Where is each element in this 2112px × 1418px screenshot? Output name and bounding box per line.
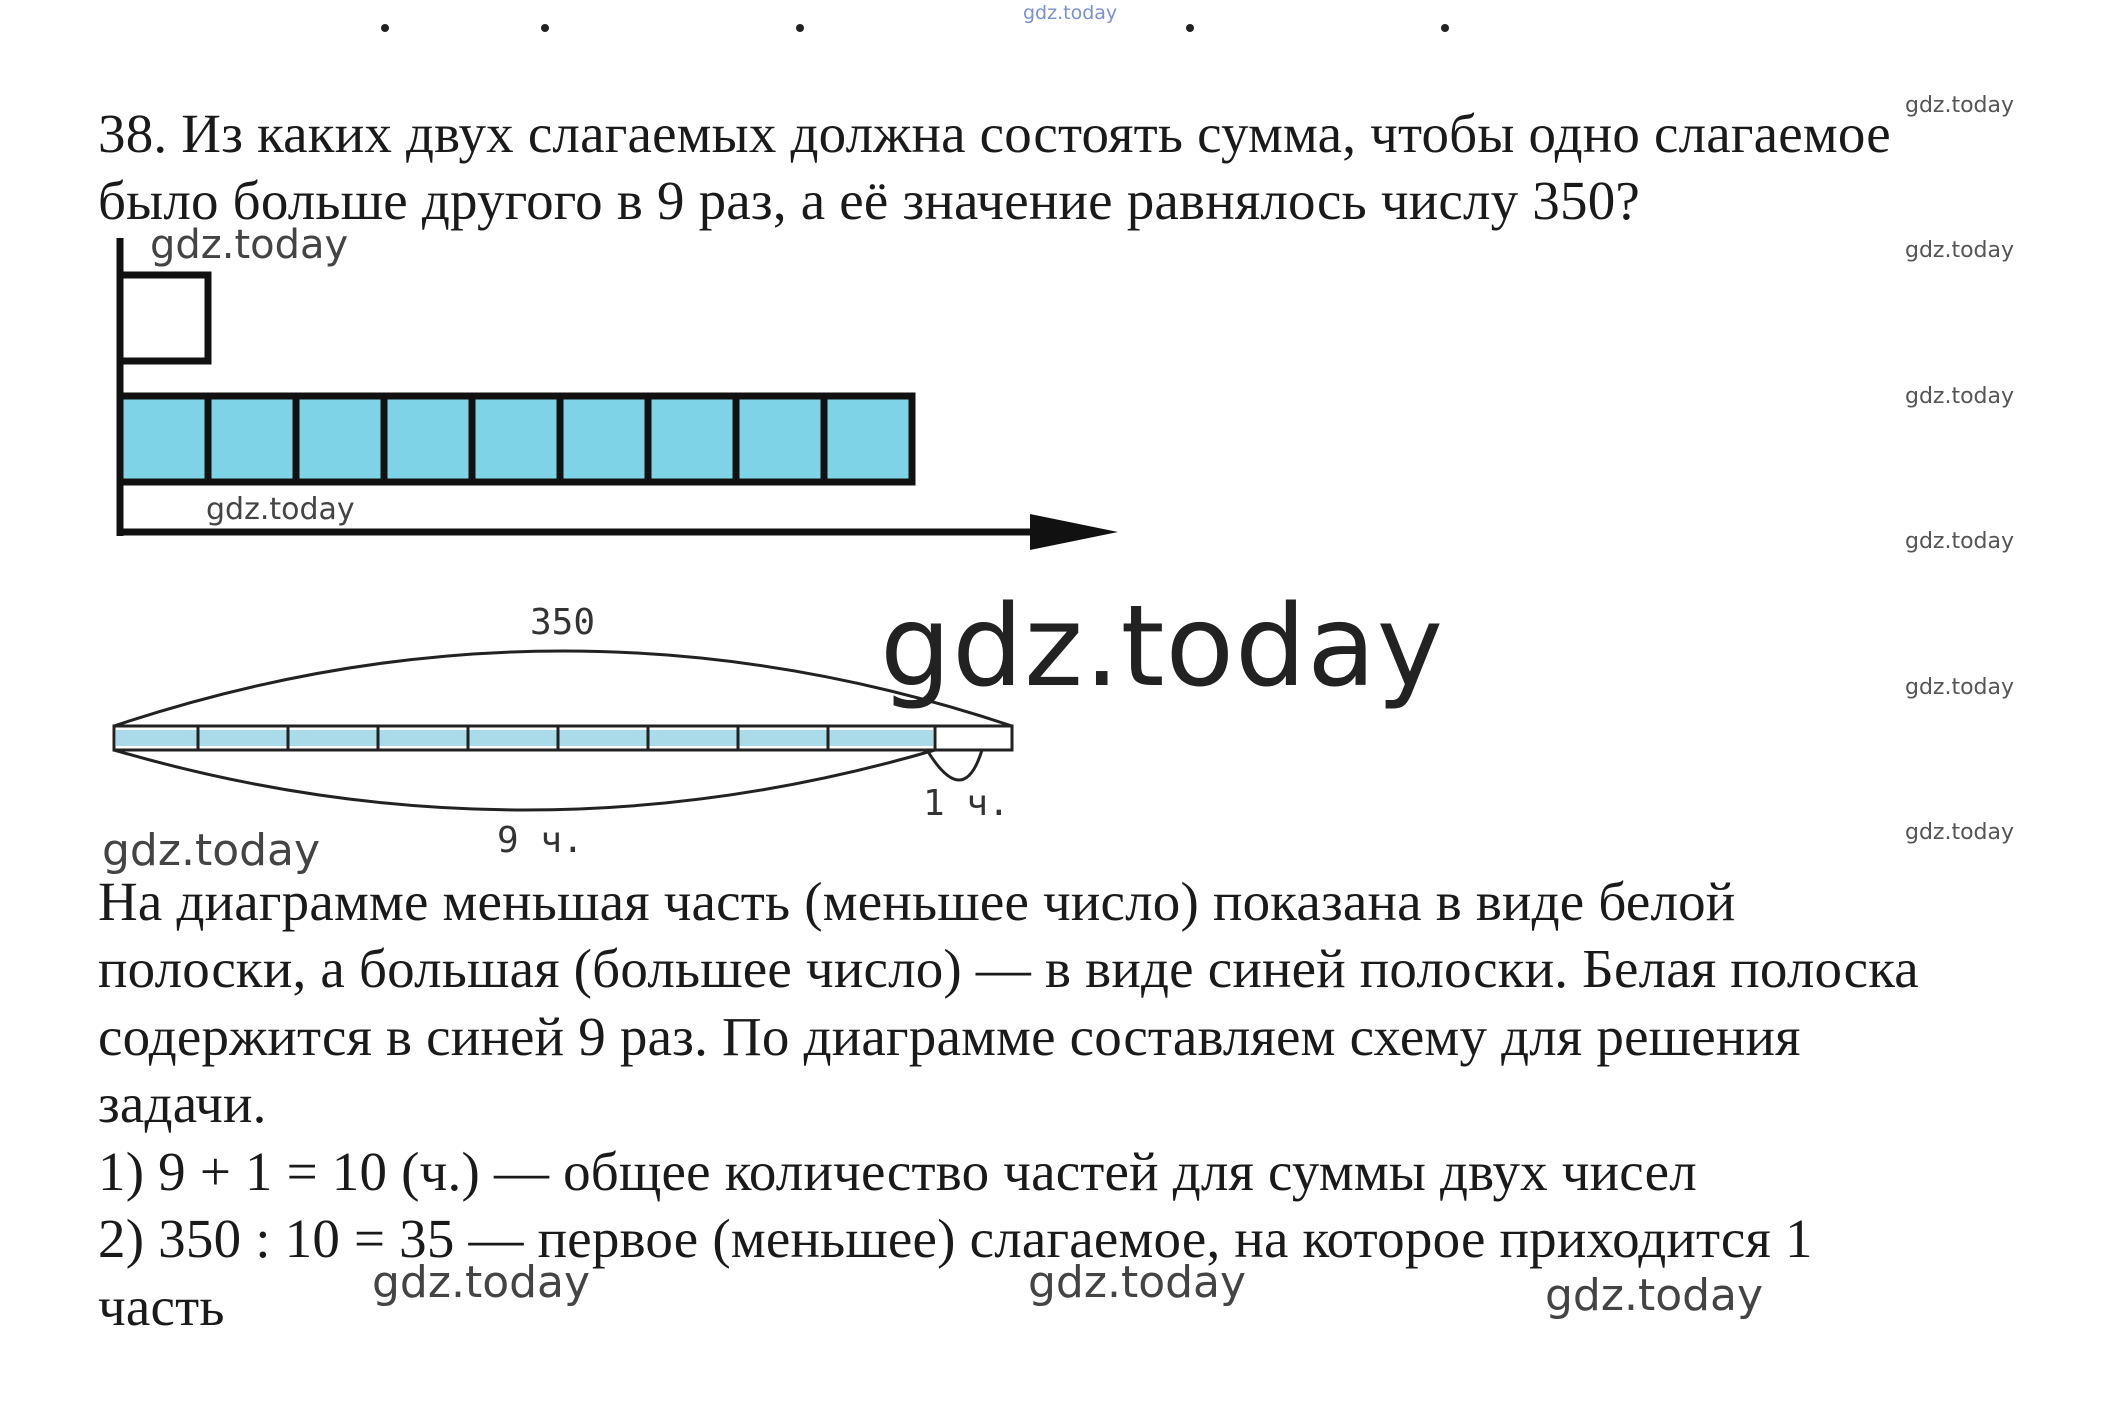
large-part-square [120, 396, 208, 482]
large-part-square [384, 396, 472, 482]
solution-step-1: 1) 9 + 1 = 10 (ч.) — общее количество частей для суммы двух чисел [98, 1141, 1697, 1202]
watermark: gdz.today [1545, 1270, 1764, 1321]
watermark: gdz.today [206, 492, 355, 527]
explanation-line-2: полоски, а большая (большее число) — в виде синей полоски. Белая полоска [98, 938, 1919, 999]
sum-bar [114, 726, 1012, 750]
watermark: gdz.today [1905, 529, 2015, 554]
watermark: gdz.today [1905, 820, 2015, 845]
problem-line-1: 38. Из каких двух слагаемых должна состоять сумма, чтобы одно слагаемое [98, 103, 1891, 164]
large-part-square [648, 396, 736, 482]
large-part-square [296, 396, 384, 482]
large-part-square [736, 396, 824, 482]
watermark: gdz.today [102, 825, 321, 876]
problem-line-2: было больше другого в 9 раз, а её значение равнялось числу 350? [98, 170, 1641, 231]
one-part-label: 1 ч. [923, 783, 1010, 824]
total-brace [114, 651, 1012, 726]
large-part-square [472, 396, 560, 482]
explanation-line-1: На диаграмме меньшая часть (меньшее число) показана в виде белой [98, 871, 1736, 932]
large-part-square [560, 396, 648, 482]
watermark: gdz.today [1905, 675, 2015, 700]
large-part-square [824, 396, 912, 482]
watermark: gdz.today [1905, 384, 2015, 409]
solution-step-2: 2) 350 : 10 = 35 — первое (меньшее) слагаемое, на которое приходится 1 [98, 1208, 1813, 1269]
blue-strip [116, 730, 933, 746]
nine-parts-brace [114, 750, 935, 810]
top-watermark: gdz.today [1023, 2, 1118, 24]
watermark: gdz.today [1905, 93, 2015, 118]
watermark: gdz.today [880, 582, 1445, 712]
explanation-line-4: задачи. [98, 1073, 267, 1134]
solution-step-2-cont: часть [98, 1276, 225, 1337]
one-part-brace [927, 750, 982, 780]
watermark: gdz.today [150, 222, 349, 268]
watermark: gdz.today [1028, 1257, 1247, 1308]
large-part-square [208, 396, 296, 482]
explanation-line-3: содержится в синей 9 раз. По диаграмме составляем схему для решения [98, 1006, 1801, 1067]
nine-parts-label: 9 ч. [497, 820, 584, 861]
watermark: gdz.today [372, 1257, 591, 1308]
total-label: 350 [530, 602, 596, 643]
axis-arrowhead [1030, 514, 1118, 550]
watermark: gdz.today [1905, 238, 2015, 263]
small-part-square [120, 275, 208, 361]
